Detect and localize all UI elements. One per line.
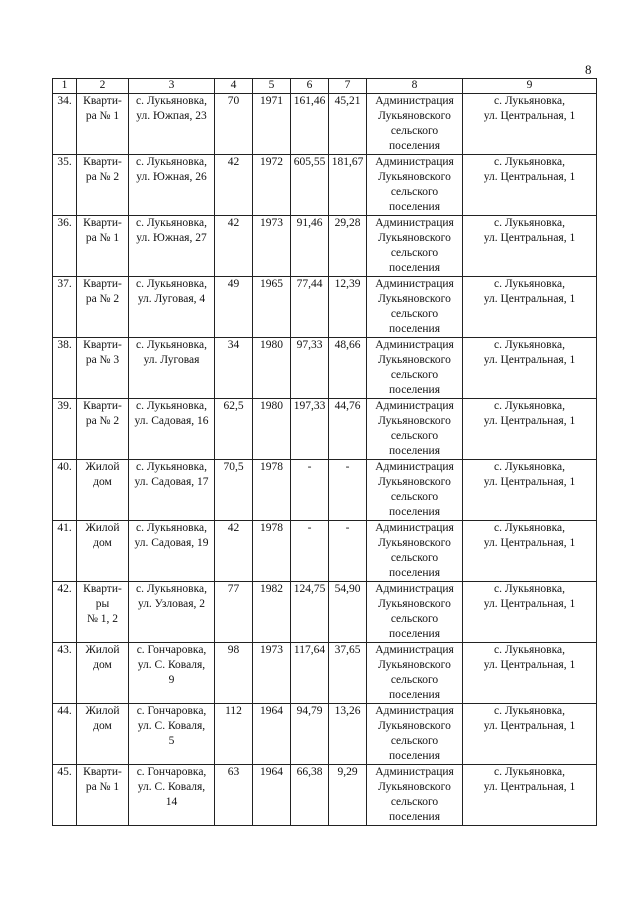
column-header: 4 [215,79,253,94]
column-4-value: 42 [215,216,253,277]
column-4-value: 70 [215,94,253,155]
column-5-value: 1972 [253,155,291,216]
object-name: Кварти- ра № 2 [77,277,129,338]
owner-address: с. Лукьяновка, ул. Центральная, 1 [463,216,597,277]
column-6-value: 117,64 [291,643,329,704]
owner-name: Администрация Лукьяновского сельского поселения [367,399,463,460]
table-row [53,704,597,765]
owner-address: с. Лукьяновка, ул. Центральная, 1 [463,94,597,155]
object-address: с. Лукьяновка, ул. Узловая, 2 [129,582,215,643]
table-row [53,460,597,521]
object-address: с. Лукьяновка, ул. Южная, 27 [129,216,215,277]
owner-address: с. Лукьяновка, ул. Центральная, 1 [463,155,597,216]
column-6-value: 91,46 [291,216,329,277]
column-5-value: 1973 [253,216,291,277]
column-5-value: 1982 [253,582,291,643]
table-row [53,399,597,460]
column-6-value: 197,33 [291,399,329,460]
object-name: Жилой дом [77,704,129,765]
owner-name: Администрация Лукьяновского сельского поселения [367,582,463,643]
owner-name: Администрация Лукьяновского сельского поселения [367,338,463,399]
column-7-value: - [329,521,367,582]
row-number: 36. [53,216,77,277]
object-address: с. Лукьяновка, ул. Садовая, 17 [129,460,215,521]
object-name: Кварти- ра № 1 [77,765,129,826]
column-5-value: 1973 [253,643,291,704]
object-name: Жилой дом [77,643,129,704]
object-address: с. Гончаровка, ул. С. Коваля, 9 [129,643,215,704]
column-5-value: 1964 [253,765,291,826]
object-address: с. Лукьяновка, ул. Садовая, 16 [129,399,215,460]
owner-address: с. Лукьяновка, ул. Центральная, 1 [463,460,597,521]
column-4-value: 49 [215,277,253,338]
column-6-value: 94,79 [291,704,329,765]
owner-name: Администрация Лукьяновского сельского поселения [367,643,463,704]
object-name: Жилой дом [77,460,129,521]
owner-name: Администрация Лукьяновского сельского поселения [367,155,463,216]
row-number: 40. [53,460,77,521]
object-name: Кварти- ра № 2 [77,155,129,216]
header-row [53,79,597,94]
column-4-value: 42 [215,521,253,582]
table-row [53,338,597,399]
column-7-value: 48,66 [329,338,367,399]
column-7-value: - [329,460,367,521]
owner-address: с. Лукьяновка, ул. Центральная, 1 [463,338,597,399]
row-number: 38. [53,338,77,399]
column-6-value: 605,55 [291,155,329,216]
object-address: с. Лукьяновка, ул. Луговая [129,338,215,399]
column-6-value: - [291,521,329,582]
column-header: 7 [329,79,367,94]
object-name: Кварти- ра № 2 [77,399,129,460]
owner-name: Администрация Лукьяновского сельского поселения [367,521,463,582]
column-5-value: 1964 [253,704,291,765]
column-6-value: - [291,460,329,521]
object-address: с. Гончаровка, ул. С. Коваля, 5 [129,704,215,765]
table-row [53,582,597,643]
column-4-value: 112 [215,704,253,765]
column-6-value: 124,75 [291,582,329,643]
column-7-value: 12,39 [329,277,367,338]
column-7-value: 29,28 [329,216,367,277]
owner-address: с. Лукьяновка, ул. Центральная, 1 [463,582,597,643]
column-6-value: 77,44 [291,277,329,338]
column-5-value: 1978 [253,460,291,521]
object-address: с. Лукьяновка, ул. Южная, 26 [129,155,215,216]
table-row [53,765,597,826]
owner-address: с. Лукьяновка, ул. Центральная, 1 [463,704,597,765]
column-6-value: 66,38 [291,765,329,826]
table-row [53,94,597,155]
column-4-value: 42 [215,155,253,216]
column-header: 6 [291,79,329,94]
column-5-value: 1965 [253,277,291,338]
object-name: Кварти- ра № 1 [77,94,129,155]
column-4-value: 98 [215,643,253,704]
column-7-value: 37,65 [329,643,367,704]
page-number: 8 [585,62,592,77]
column-6-value: 97,33 [291,338,329,399]
table-row [53,521,597,582]
owner-name: Администрация Лукьяновского сельского поселения [367,94,463,155]
object-name: Жилой дом [77,521,129,582]
owner-address: с. Лукьяновка, ул. Центральная, 1 [463,521,597,582]
column-header: 1 [53,79,77,94]
column-header: 3 [129,79,215,94]
column-7-value: 9,29 [329,765,367,826]
owner-address: с. Лукьяновка, ул. Центральная, 1 [463,643,597,704]
column-7-value: 54,90 [329,582,367,643]
row-number: 39. [53,399,77,460]
column-5-value: 1971 [253,94,291,155]
row-number: 45. [53,765,77,826]
table-row [53,643,597,704]
object-address: с. Лукьяновка, ул. Луговая, 4 [129,277,215,338]
column-header: 9 [463,79,597,94]
column-4-value: 77 [215,582,253,643]
column-7-value: 13,26 [329,704,367,765]
column-4-value: 34 [215,338,253,399]
table-row [53,277,597,338]
owner-name: Администрация Лукьяновского сельского поселения [367,765,463,826]
row-number: 44. [53,704,77,765]
row-number: 37. [53,277,77,338]
row-number: 34. [53,94,77,155]
column-7-value: 181,67 [329,155,367,216]
column-4-value: 63 [215,765,253,826]
owner-address: с. Лукьяновка, ул. Центральная, 1 [463,765,597,826]
column-5-value: 1980 [253,338,291,399]
column-5-value: 1980 [253,399,291,460]
property-registry-table [52,78,597,826]
owner-name: Администрация Лукьяновского сельского поселения [367,277,463,338]
column-header: 5 [253,79,291,94]
owner-name: Администрация Лукьяновского сельского поселения [367,216,463,277]
object-name: Кварти- ра № 3 [77,338,129,399]
column-7-value: 45,21 [329,94,367,155]
row-number: 41. [53,521,77,582]
object-name: Кварти- ры № 1, 2 [77,582,129,643]
row-number: 35. [53,155,77,216]
column-7-value: 44,76 [329,399,367,460]
table-row [53,155,597,216]
object-address: с. Лукьяновка, ул. Садовая, 19 [129,521,215,582]
table-row [53,216,597,277]
object-address: с. Гончаровка, ул. С. Коваля, 14 [129,765,215,826]
column-4-value: 62,5 [215,399,253,460]
column-4-value: 70,5 [215,460,253,521]
column-header: 8 [367,79,463,94]
row-number: 43. [53,643,77,704]
owner-address: с. Лукьяновка, ул. Центральная, 1 [463,399,597,460]
column-6-value: 161,46 [291,94,329,155]
owner-address: с. Лукьяновка, ул. Центральная, 1 [463,277,597,338]
row-number: 42. [53,582,77,643]
object-name: Кварти- ра № 1 [77,216,129,277]
column-5-value: 1978 [253,521,291,582]
object-address: с. Лукьяновка, ул. Южпая, 23 [129,94,215,155]
owner-name: Администрация Лукьяновского сельского поселения [367,704,463,765]
column-header: 2 [77,79,129,94]
owner-name: Администрация Лукьяновского сельского поселения [367,460,463,521]
